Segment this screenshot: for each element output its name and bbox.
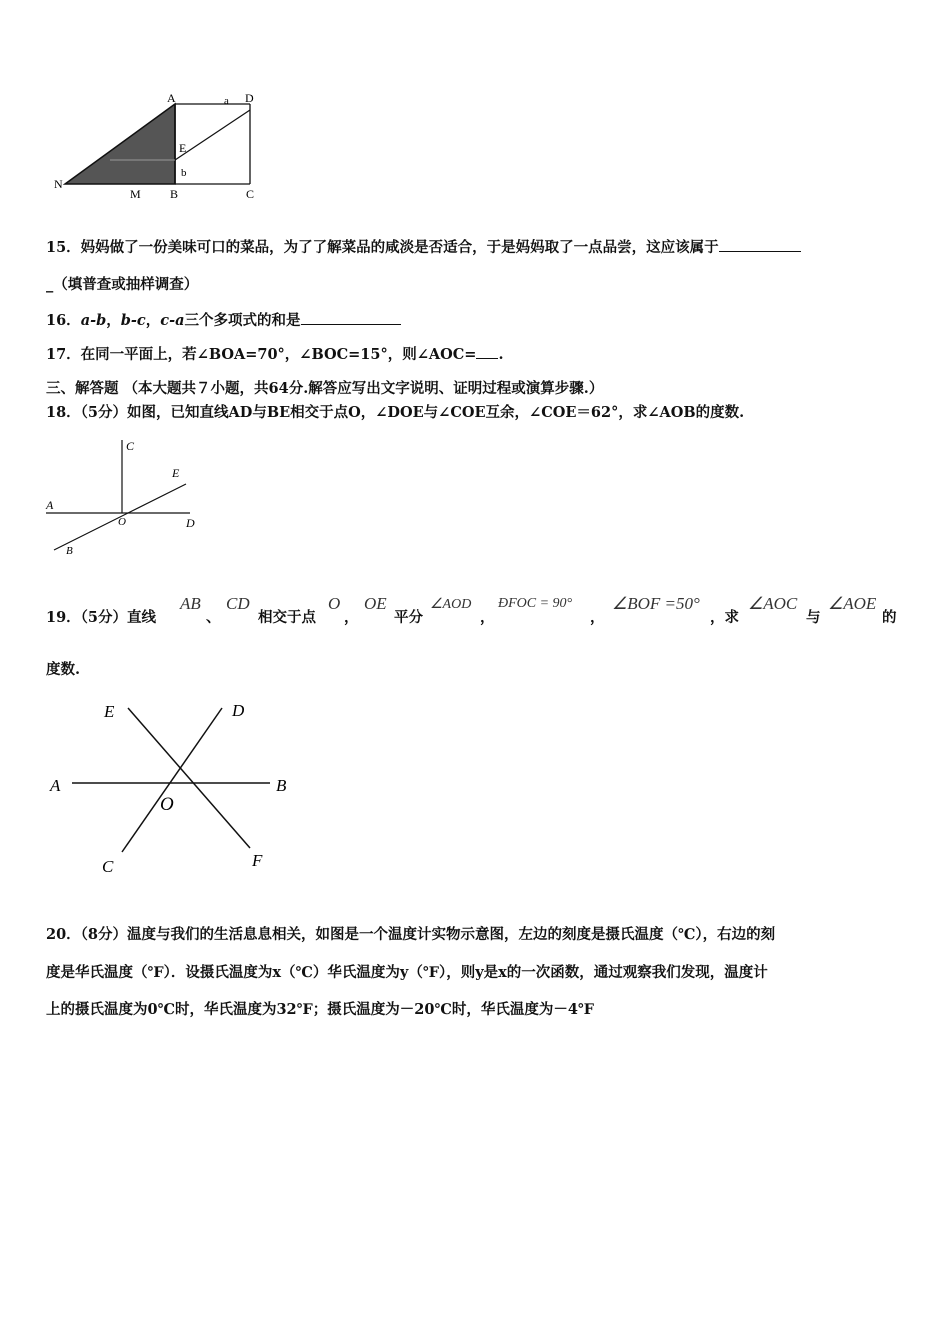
q19-sep-1: 、 — [206, 609, 221, 626]
q18-text: 18．（5分）如图，已知直线AD与BE相交于点O，∠DOE与∠COE互余，∠COE＝62°，求∠AOB的度数. — [46, 404, 745, 421]
q20-line-2-row — [46, 961, 768, 982]
q19-sep-2: ， — [344, 609, 359, 626]
q20-line-1: 20．（8分）温度与我们的生活息息相关，如图是一个温度计实物示意图，左边的刻度是摄氏温度（℃），右边的刻 — [46, 926, 776, 943]
question-17 — [46, 343, 504, 364]
q16-text: 三个多项式的和是 — [184, 312, 301, 329]
q19-sep-4: ， — [590, 609, 605, 626]
q19-angle-bof: ∠BOF =50° — [612, 594, 700, 613]
label-b: b — [181, 167, 187, 179]
fig19-label-D: D — [232, 701, 245, 720]
q19-line-2: 度数. — [46, 661, 81, 678]
fig19-label-B: B — [276, 776, 287, 795]
q19-prefix: 19．（5分）直线 — [46, 609, 157, 626]
fig19-label-A: A — [50, 776, 61, 795]
question-18 — [46, 401, 744, 422]
section-3-header — [46, 377, 603, 398]
figure-19 — [40, 692, 310, 882]
q19-angle-foc: ÐFOC = 90° — [498, 596, 573, 611]
q19-of-text: 的 — [882, 609, 897, 626]
q19-angle-aod: ∠AOD — [430, 597, 472, 612]
label-a: a — [224, 95, 229, 107]
fig18-label-D: D — [186, 516, 195, 530]
fig19-label-C: C — [102, 857, 114, 876]
q15-text: 15．妈妈做了一份美味可口的菜品，为了了解菜品的咸淡是否适合，于是妈妈取了一点品尝，这应该属于 — [46, 239, 719, 256]
fig18-label-E: E — [172, 466, 180, 480]
q19-intersect-text: 相交于点 — [258, 609, 316, 626]
q15-hint: _（填普查或抽样调查） — [46, 276, 199, 293]
question-15 — [46, 236, 801, 257]
q15-continuation — [46, 273, 198, 294]
q20-line-2: 度是华氏温度（℉）．设摄氏温度为x（℃）华氏温度为y（℉），则y是x的一次函数，通过观察我们发现，温度计 — [46, 964, 768, 981]
q19-sep-3: ， — [480, 609, 495, 626]
fig18-label-O: O — [118, 516, 126, 528]
fig18-label-B: B — [66, 545, 73, 557]
fig19-label-O: O — [160, 794, 174, 815]
fig18-label-A: A — [46, 498, 54, 512]
q19-and-text: 与 — [806, 609, 821, 626]
q17-answer-blank[interactable] — [476, 344, 498, 359]
q19-angle-aoc: ∠AOC — [748, 594, 798, 613]
label-D: D — [245, 92, 254, 105]
shaded-triangle — [65, 104, 175, 184]
label-E: E — [179, 141, 187, 155]
q20-line-3: 上的摄氏温度为0℃时，华氏温度为32℉；摄氏温度为－20℃时，华氏温度为－4℉ — [46, 1001, 595, 1018]
trapezoid-figure — [50, 92, 280, 204]
figure-18 — [40, 432, 220, 562]
q16-answer-blank[interactable] — [301, 310, 401, 325]
q15-answer-blank[interactable] — [719, 237, 801, 252]
q19-ray-oe: OE — [364, 594, 387, 613]
fig19-label-E: E — [104, 702, 115, 721]
q16-sep-2: ， — [145, 312, 161, 329]
q19-angle-aoe: ∠AOE — [828, 594, 877, 613]
q16-poly-2: b-c — [120, 312, 146, 329]
q19-line-cd: CD — [226, 594, 250, 613]
q16-poly-3: c-a — [160, 312, 185, 329]
label-N: N — [54, 177, 63, 191]
q17-end: . — [498, 346, 504, 363]
q19-line-ab: AB — [180, 594, 201, 613]
q16-sep-1: ， — [106, 312, 121, 329]
question-20 — [46, 923, 775, 944]
label-A: A — [167, 92, 176, 105]
q19-continuation — [46, 658, 80, 679]
line-ef — [128, 708, 250, 848]
line-cd — [122, 708, 222, 852]
q19-bisect-text: 平分 — [394, 609, 423, 626]
section-3-text: 三、解答题 （本大题共７小题，共64分.解答应写出文字说明、证明过程或演算步骤.） — [46, 380, 604, 397]
label-C: C — [246, 187, 255, 201]
label-M: M — [130, 187, 141, 201]
question-16 — [46, 309, 401, 330]
q20-line-3-row — [46, 998, 594, 1019]
q19-find-text: ，求 — [710, 609, 739, 626]
q16-poly-1: a-b — [80, 312, 107, 329]
q17-text: 17．在同一平面上，若∠BOA=70°，∠BOC=15°，则∠AOC= — [46, 346, 477, 363]
fig19-label-F: F — [252, 851, 263, 870]
q16-number: 16． — [46, 312, 81, 329]
q19-point-o: O — [328, 594, 341, 613]
fig18-label-C: C — [126, 439, 135, 453]
label-B: B — [170, 187, 179, 201]
